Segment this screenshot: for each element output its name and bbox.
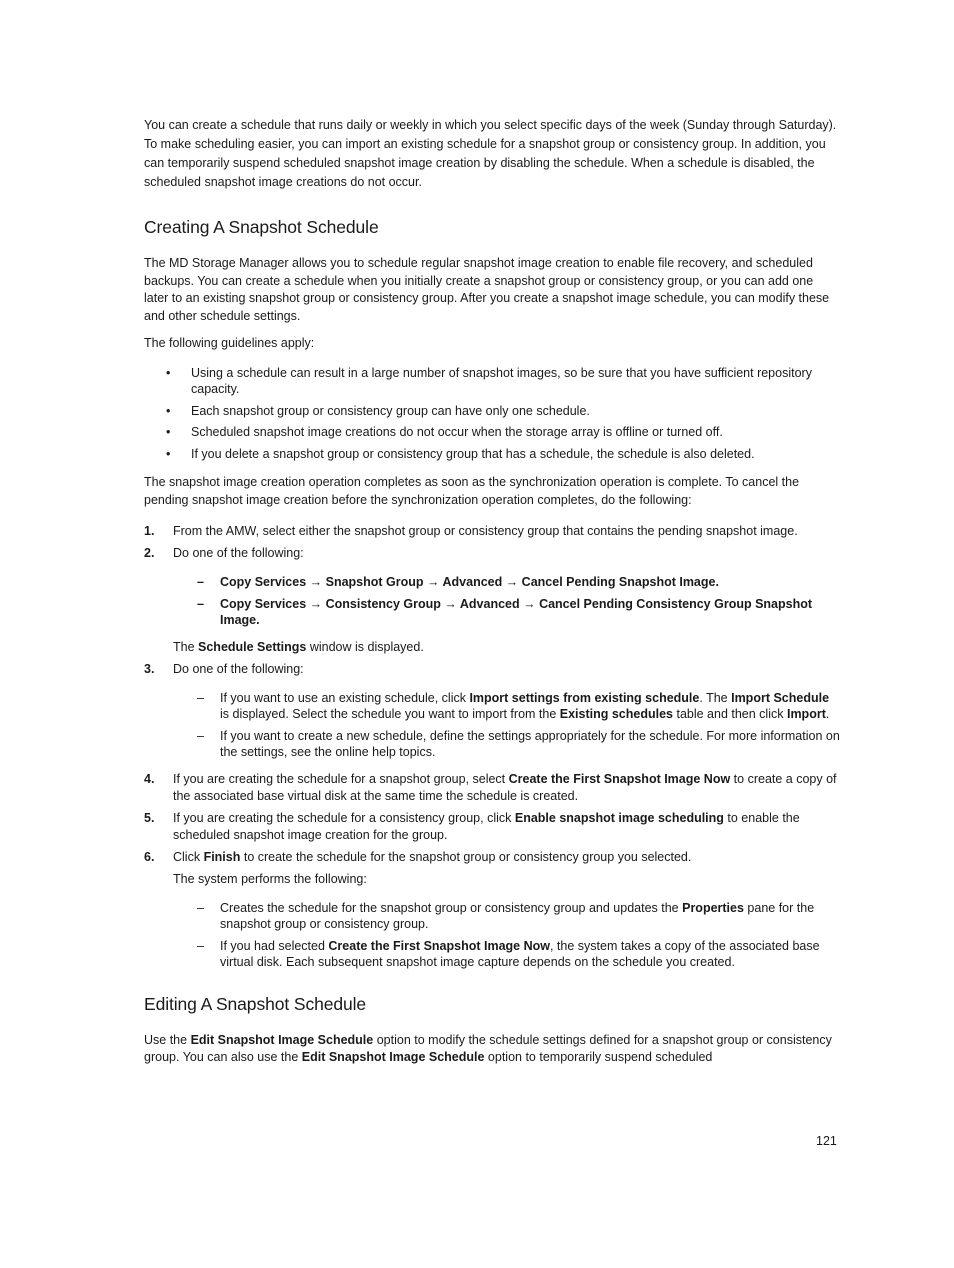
step-number: 6.: [144, 849, 155, 864]
step-text: From the AMW, select either the snapshot group or consistency group that contains the pending snapshot image.: [173, 524, 798, 538]
guidelines-intro: The following guidelines apply:: [144, 336, 315, 350]
step-2-result: The Schedule Settings window is displayed.: [173, 639, 424, 654]
step-2-options: [173, 574, 840, 629]
step-4: 4. If you are creating the schedule for a snapshot group, select Create the First Snapshot Image Now to create a copy of the associated base virtual disk at the same time the schedule is created.: [144, 771, 837, 803]
menu-path-consistency-group: – Copy Services → Consistency Group → Advanced → Cancel Pending Consistency Group Snapshot Image.: [173, 596, 840, 629]
step-number: 5.: [144, 810, 155, 825]
step-3: [144, 661, 840, 761]
option-new-schedule: – If you want to create a new schedule, define the settings appropriately for the schedule. For more information on the settings, see the online help topics.: [173, 728, 840, 761]
cancel-paragraph: The snapshot image creation operation completes as soon as the synchronization operation is complete. To cancel the pending snapshot image creation before the synchronization operation completes, do the following:: [144, 475, 800, 507]
section-heading-creating: Creating A Snapshot Schedule: [144, 217, 379, 237]
step-2: [144, 545, 840, 656]
step-3-options: [173, 690, 840, 761]
document-page: [144, 116, 840, 1077]
step-1: [144, 523, 840, 540]
option-existing-schedule: – If you want to use an existing schedule, click Import settings from existing schedule. The Import Schedule is displayed. Select the schedule you want to import from the Existing schedules table and then click Import.: [173, 690, 840, 723]
guidelines-list: [144, 365, 840, 463]
step-text: Do one of the following:: [173, 546, 304, 560]
step-number: 3.: [144, 661, 155, 676]
step-number: 1.: [144, 524, 155, 538]
page-number: 121: [816, 1134, 837, 1148]
step-6: 6. Click Finish to create the schedule for the snapshot group or consistency group you selected. The system performs the following: – Creates the schedule for the snapshot group or consistency group and updates the Properties pane for the snapshot group or consistency group. – If you had selected Create the First Snapshot Image Now, the system takes a copy of the associated base virtual disk. Each subsequent snapshot image capture depends on the schedule you created.: [144, 849, 840, 971]
guideline-item: • Scheduled snapshot image creations do not occur when the storage array is offline or turned off.: [144, 424, 840, 441]
step-number: 4.: [144, 771, 155, 786]
guideline-item: • Using a schedule can result in a large number of snapshot images, so be sure that you have sufficient repository capacity.: [144, 365, 840, 398]
step-number: 2.: [144, 546, 155, 560]
result-create-schedule: – Creates the schedule for the snapshot group or consistency group and updates the Properties pane for the snapshot group or consistency group.: [173, 900, 840, 933]
step-6-sub: The system performs the following:: [173, 871, 367, 886]
menu-path-snapshot-group: – Copy Services → Snapshot Group → Advanced → Cancel Pending Snapshot Image.: [173, 574, 840, 591]
intro-paragraph: You can create a schedule that runs daily or weekly in which you select specific days of the week (Sunday through Saturday). To make scheduling easier, you can import an existing schedule for a snapshot group or consistency group. In addition, you can temporarily suspend scheduled snapshot image creation by disabling the schedule. When a schedule is disabled, the scheduled snapshot image creations do not occur.: [144, 118, 837, 189]
guideline-item: • If you delete a snapshot group or consistency group that has a schedule, the schedule is also deleted.: [144, 446, 840, 463]
steps-list: [144, 523, 840, 971]
section-heading-editing: Editing A Snapshot Schedule: [144, 993, 367, 1014]
step-5: 5. If you are creating the schedule for a consistency group, click Enable snapshot image scheduling to enable the scheduled snapshot image creation for the group.: [144, 810, 800, 842]
step-text: Do one of the following:: [173, 661, 304, 676]
creating-paragraph: The MD Storage Manager allows you to schedule regular snapshot image creation to enable file recovery, and scheduled backups. You can create a schedule when you initially create a snapshot group or consistency group, or you can add one later to an existing snapshot group or consistency group. After you create a snapshot image schedule, you can modify these and other schedule settings.: [144, 256, 830, 323]
result-first-image: – If you had selected Create the First Snapshot Image Now, the system takes a copy of the associated base virtual disk. Each subsequent snapshot image capture depends on the schedule you created.: [173, 938, 840, 971]
editing-paragraph: Use the Edit Snapshot Image Schedule option to modify the schedule settings defined for a snapshot group or consistency group. You can also use the Edit Snapshot Image Schedule option to temporarily suspend scheduled: [144, 1032, 832, 1064]
step-6-results: [173, 900, 840, 971]
guideline-item: • Each snapshot group or consistency group can have only one schedule.: [144, 403, 840, 420]
